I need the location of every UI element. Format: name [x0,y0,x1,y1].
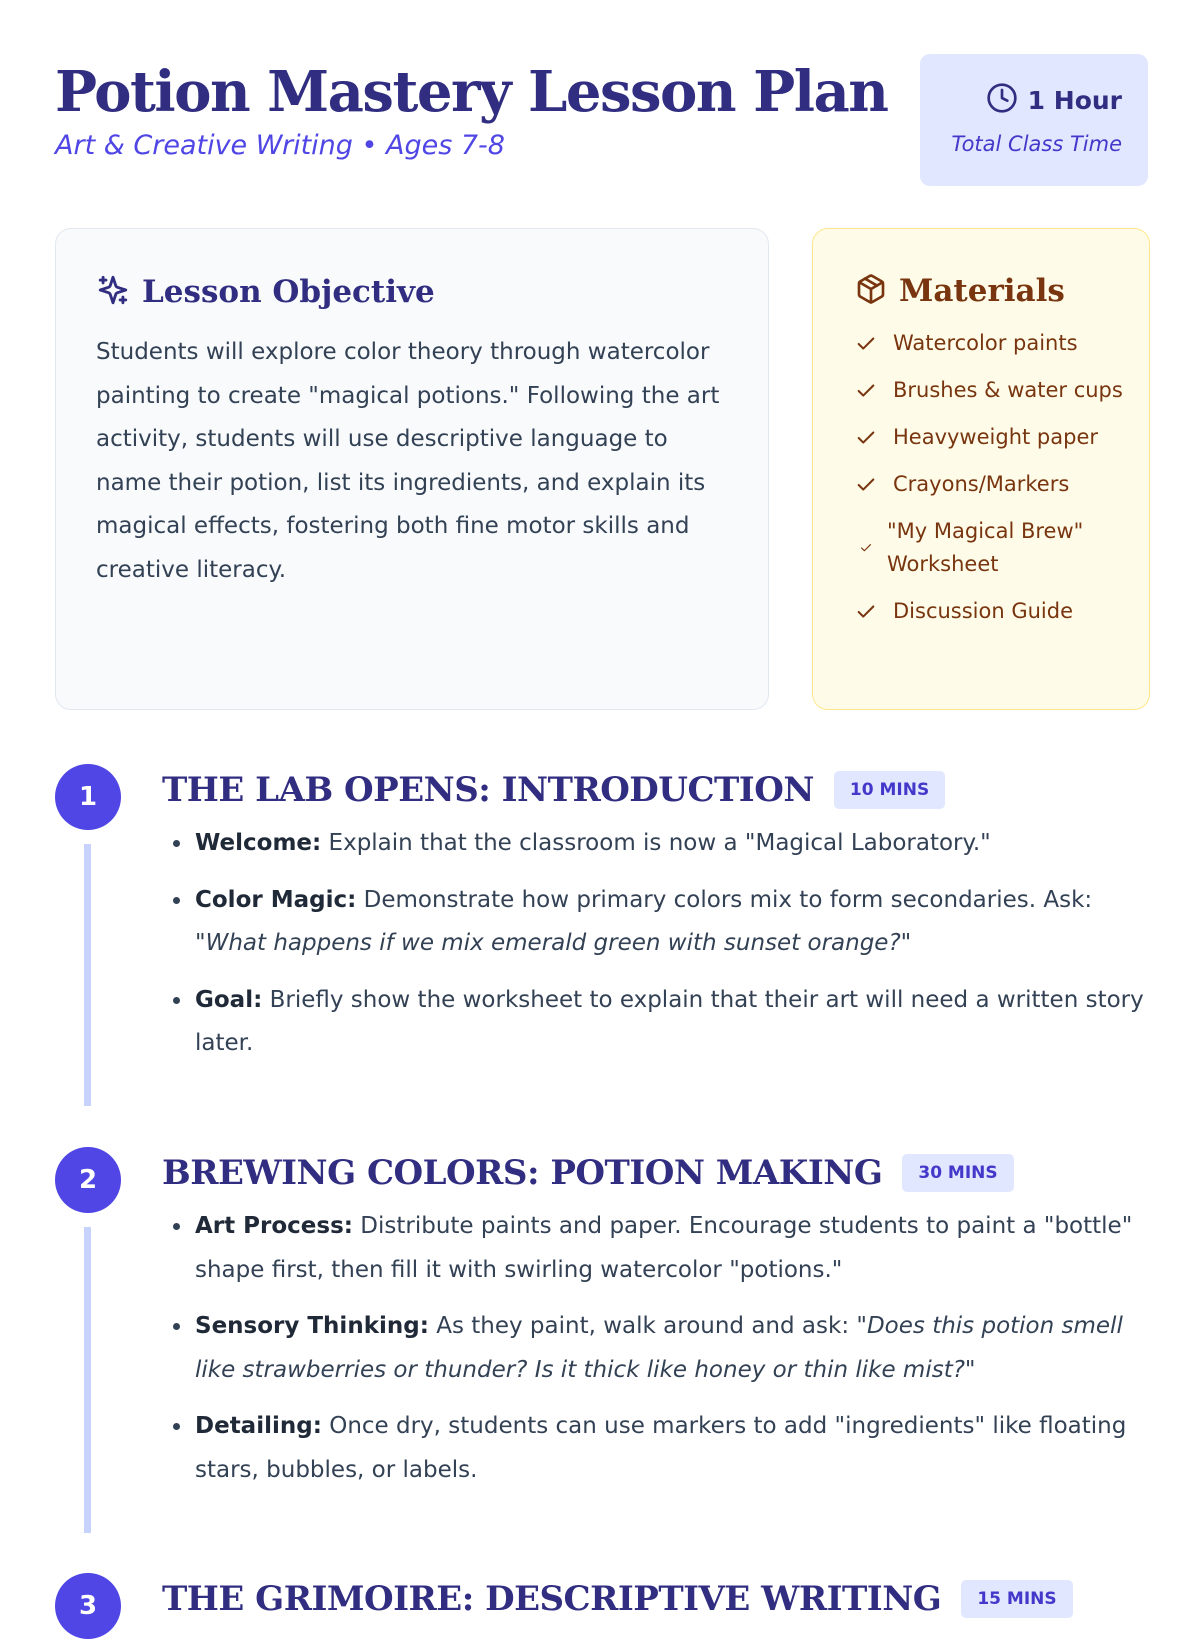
check-icon [855,601,877,623]
check-icon [855,427,877,449]
section-header [162,770,945,810]
lesson-section-2 [55,1147,1155,1537]
section-header [162,1153,1014,1193]
material-item [855,515,1129,581]
package-icon [855,273,887,309]
materials-heading-row [855,273,1129,309]
item-quote: "Does this potion smell like strawberries or thunder? Is it thick like honey or thin like mist?" [195,1313,1123,1383]
list-item [193,1305,1153,1392]
lesson-section-1 [55,764,1155,1104]
list-item [193,879,1153,966]
material-item [855,468,1129,501]
item-text: Briefly show the worksheet to explain that their art will need a written story later. [195,986,1144,1056]
materials-heading: Materials [899,273,1065,309]
check-icon [855,333,877,355]
item-text: Demonstrate how primary colors mix to form secondaries. Ask: [356,886,1093,913]
list-item [193,979,1153,1066]
section-header [162,1579,1073,1619]
list-item [193,1405,1153,1492]
class-time-label: 1 Hour [1027,85,1122,115]
item-text: Once dry, students can use markers to add "ingredients" like floating stars, bubbles, or labels. [195,1413,1127,1483]
item-label: Color Magic: [195,886,357,913]
class-time-row [920,82,1122,118]
item-text: Distribute paints and paper. Encourage students to paint a "bottle" shape first, then fill it with swirling watercolor "potions." [195,1213,1133,1283]
check-icon [855,474,877,496]
item-quote: "What happens if we mix emerald green with sunset orange?" [195,930,912,956]
timeline-line [84,1227,91,1533]
item-label: Art Process: [195,1213,353,1239]
duration-badge: 30 MINS [902,1154,1013,1192]
item-label: Goal: [195,986,263,1013]
step-number: 3 [55,1573,121,1639]
check-icon [855,380,877,402]
step-number: 1 [55,764,121,830]
list-item [193,822,1153,866]
class-time-box [920,54,1148,186]
check-icon [859,541,872,554]
section-items [193,1205,1153,1505]
material-item [855,421,1129,454]
page-subtitle: Art & Creative Writing • Ages 7-8 [55,130,505,161]
page-title: Potion Mastery Lesson Plan [55,59,888,125]
section-title: THE LAB OPENS: INTRODUCTION [162,770,814,810]
timeline-line [84,844,91,1106]
step-number: 2 [55,1147,121,1213]
material-label: Heavyweight paper [893,425,1098,449]
item-label: Welcome: [195,830,322,856]
material-label: "My Magical Brew" Worksheet [887,519,1084,576]
material-item [855,374,1129,407]
item-label: Detailing: [195,1413,322,1439]
section-title: THE GRIMOIRE: DESCRIPTIVE WRITING [162,1579,942,1619]
material-label: Discussion Guide [893,599,1074,623]
item-label: Sensory Thinking: [195,1313,429,1339]
material-label: Watercolor paints [893,331,1078,355]
material-item [855,327,1129,360]
item-text: As they paint, walk around and ask: [428,1313,857,1339]
section-title: BREWING COLORS: POTION MAKING [162,1153,883,1193]
duration-badge: 15 MINS [961,1580,1072,1618]
clock-icon [986,82,1018,118]
material-label: Crayons/Markers [893,472,1070,496]
lesson-section-3 [55,1573,1155,1621]
objective-text: Students will explore color theory through watercolor painting to create "magical potions." Following the art activity, students will use descriptive language to name their potion, list its ingredients, and explain its magical effects, fostering both fine motor skills and creative literacy. [96,339,720,583]
materials-card [812,228,1150,710]
class-time-sublabel: Total Class Time [951,132,1122,156]
section-items [193,822,1153,1079]
objective-heading-row [96,273,728,311]
duration-badge: 10 MINS [834,771,945,809]
materials-list [855,327,1129,628]
objective-heading: Lesson Objective [142,274,435,310]
material-label: Brushes & water cups [893,378,1123,402]
lesson-objective-card [55,228,769,710]
item-text: Explain that the classroom is now a "Magical Laboratory." [321,830,991,856]
list-item [193,1205,1153,1292]
material-item [855,595,1129,628]
sparkles-icon [96,273,130,311]
